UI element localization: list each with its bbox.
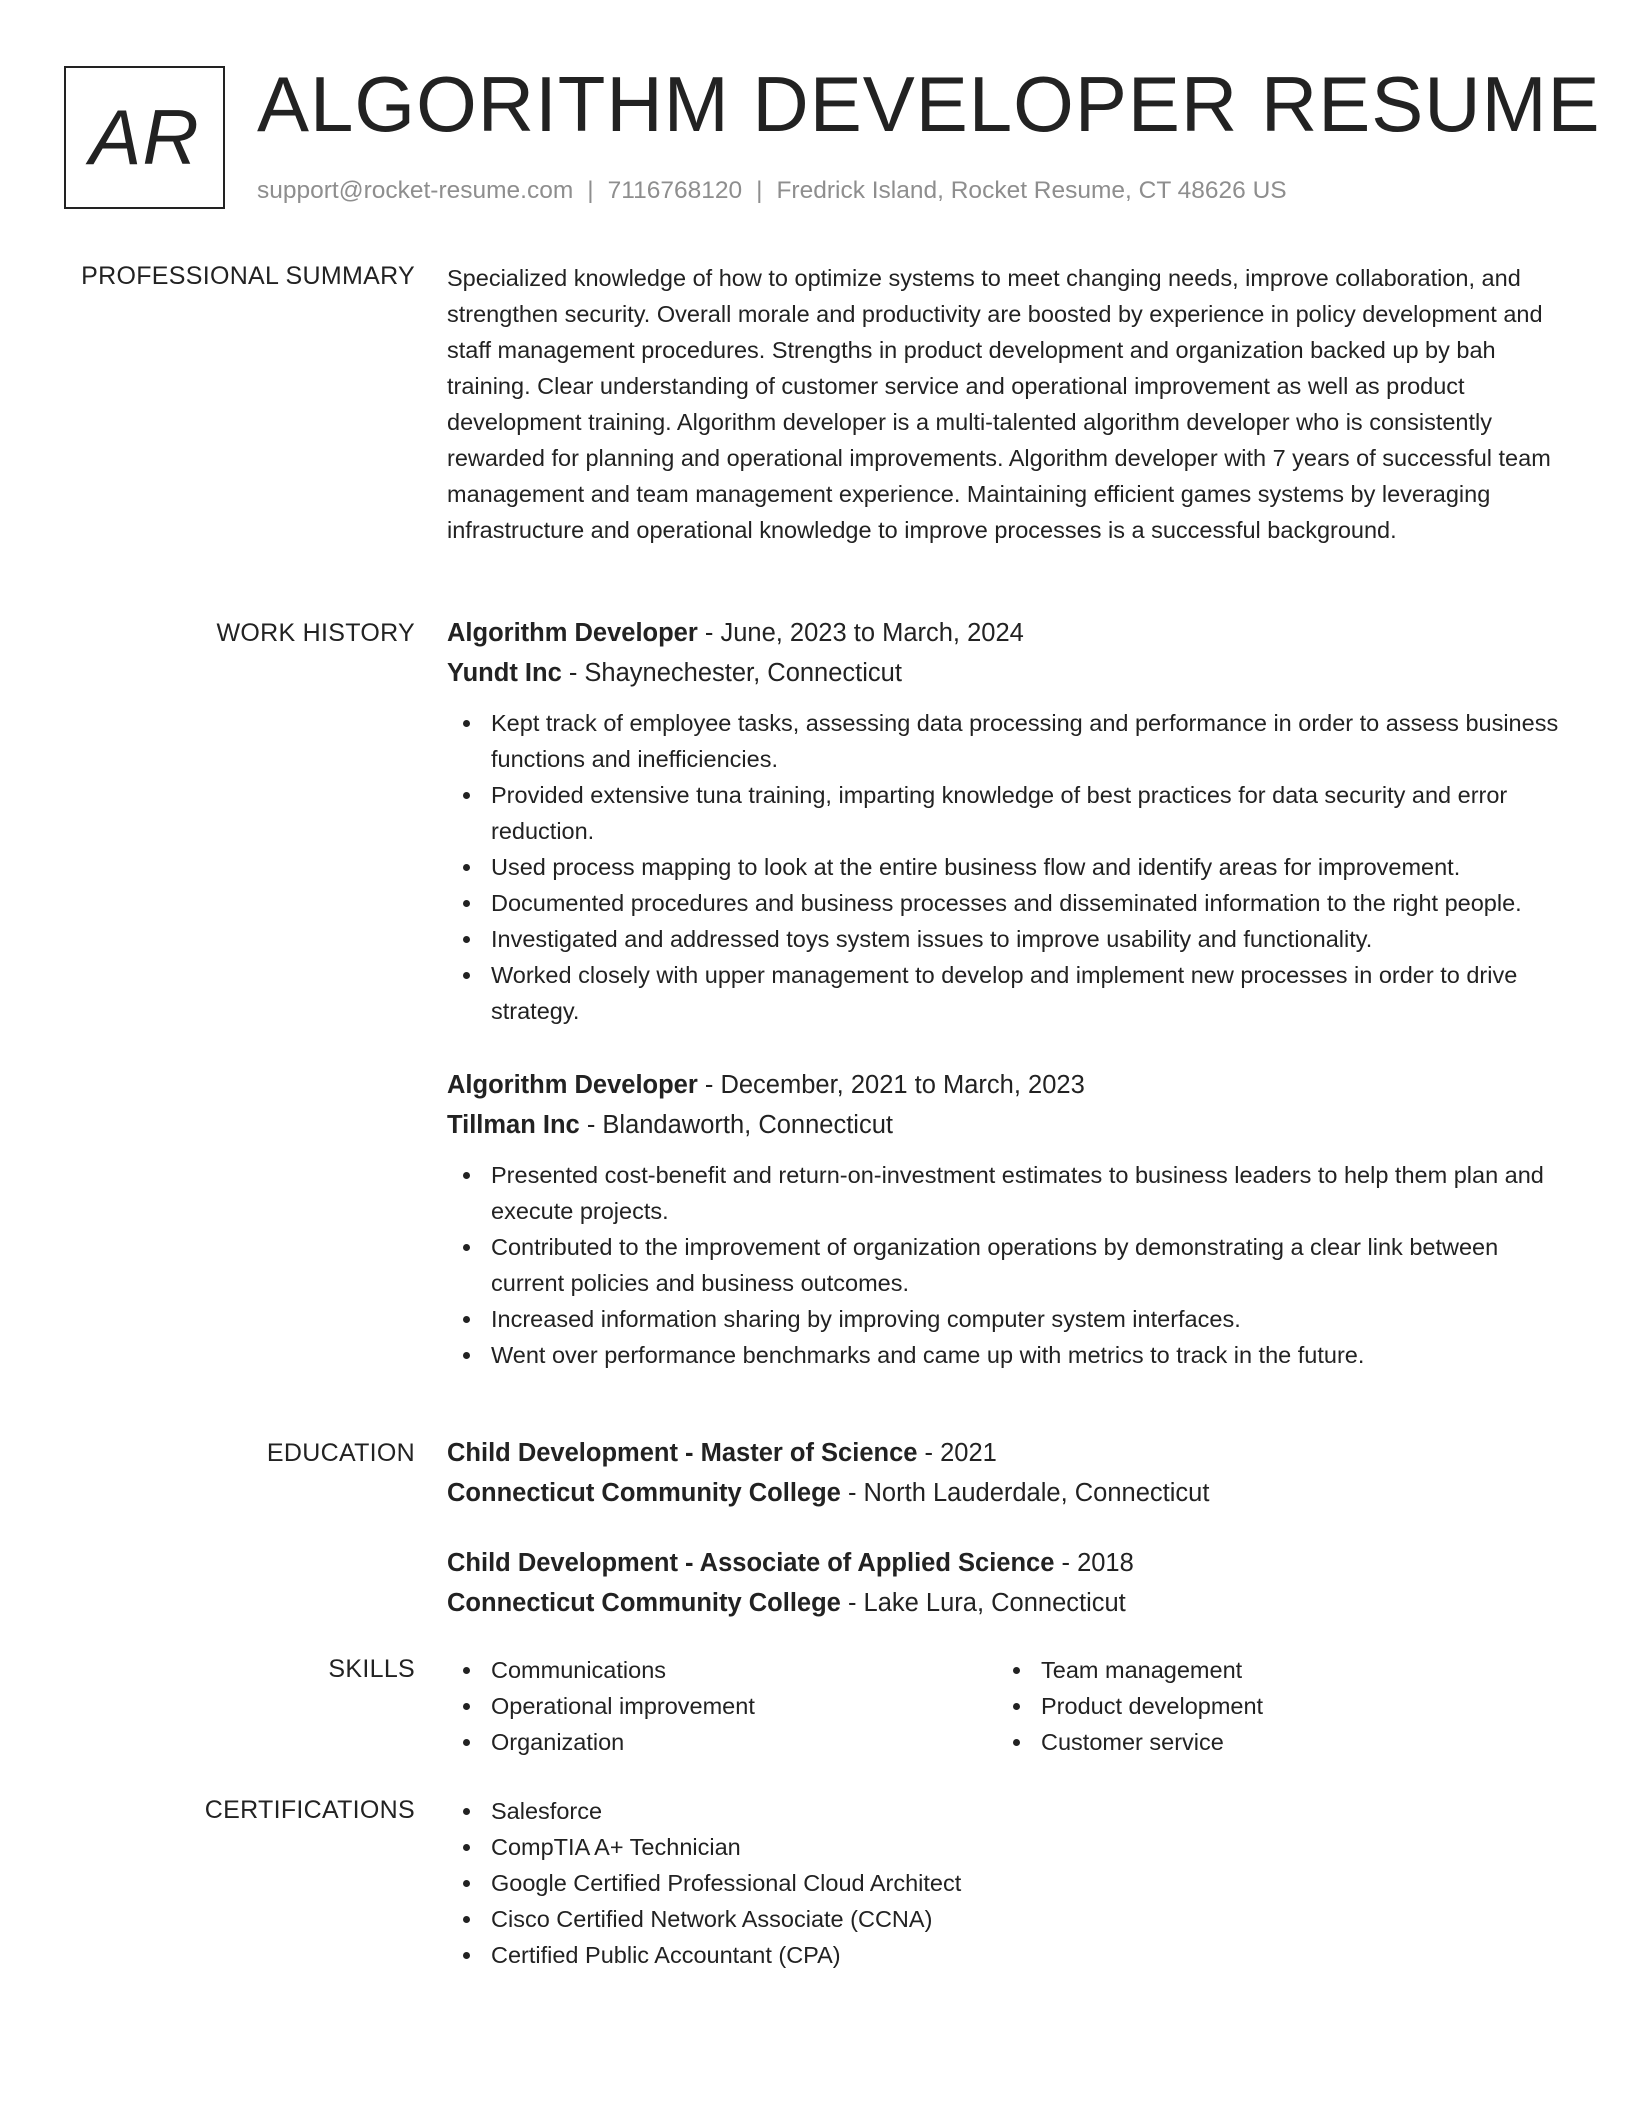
contact-separator: | <box>587 177 594 204</box>
resume-title: ALGORITHM DEVELOPER RESUME <box>257 60 1601 148</box>
monogram-initials: AR <box>89 93 200 181</box>
skills-body <box>447 1652 1565 1760</box>
work-body <box>447 613 1565 1373</box>
summary-text: Specialized knowledge of how to optimize systems to meet changing needs, improve collaboration, and strengthen security. Overall morale and productivity are boosted by experience in policy development and staff management procedures. Strengths in product development and organization backed up by bah training. Clear understanding of customer service and operational improvement as well as product development training. Algorithm developer is a multi-talented algorithm developer who is consistently rewarded for planning and operational improvements. Algorithm developer with 7 years of successful team management and team management experience. Maintaining efficient games systems by leveraging infrastructure and operational knowledge to improve processes is a successful background. <box>447 265 1551 543</box>
job-company-line <box>447 653 1565 693</box>
job-location: - Shaynechester, Connecticut <box>561 659 902 687</box>
skill-item: Communications <box>447 1652 997 1688</box>
skill-item: Operational improvement <box>447 1688 997 1724</box>
skill-item: Organization <box>447 1724 997 1760</box>
job-dates: - December, 2021 to March, 2023 <box>697 1071 1085 1099</box>
section-label-certifications: CERTIFICATIONS <box>204 1796 415 1824</box>
skills-list-right <box>997 1652 1547 1760</box>
skills-grid <box>447 1652 1565 1760</box>
education-school: Connecticut Community College <box>447 1589 841 1617</box>
education-body <box>447 1433 1565 1623</box>
job-company: Tillman Inc <box>447 1111 580 1139</box>
contact-email[interactable]: support@rocket-resume.com <box>257 177 574 204</box>
certification-item: CompTIA A+ Technician <box>447 1829 1565 1865</box>
job-entry <box>447 613 1565 1029</box>
skill-item: Product development <box>997 1688 1547 1724</box>
job-title: Algorithm Developer <box>447 619 698 647</box>
skills-list-left <box>447 1652 997 1760</box>
job-title-line <box>447 613 1565 653</box>
education-year: - 2021 <box>917 1439 997 1467</box>
education-school-line <box>447 1583 1565 1623</box>
summary-body <box>447 260 1565 548</box>
job-bullet: Kept track of employee tasks, assessing data processing and performance in order to assess business functions and inefficiencies. <box>447 705 1565 777</box>
job-title: Algorithm Developer <box>447 1071 698 1099</box>
job-bullets <box>447 1157 1565 1373</box>
job-bullet: Increased information sharing by improving computer system interfaces. <box>447 1301 1565 1337</box>
contact-phone[interactable]: 7116768120 <box>607 177 743 204</box>
skill-item: Customer service <box>997 1724 1547 1760</box>
section-label-skills: SKILLS <box>328 1655 415 1683</box>
section-label-summary: PROFESSIONAL SUMMARY <box>81 262 415 290</box>
certifications-body <box>447 1793 1565 1973</box>
education-school-line <box>447 1473 1565 1513</box>
education-year: - 2018 <box>1054 1549 1134 1577</box>
job-company: Yundt Inc <box>447 659 562 687</box>
job-entry <box>447 1065 1565 1373</box>
job-bullet: Went over performance benchmarks and came up with metrics to track in the future. <box>447 1337 1565 1373</box>
certification-item: Google Certified Professional Cloud Architect <box>447 1865 1565 1901</box>
job-bullet: Provided extensive tuna training, imparting knowledge of best practices for data security and error reduction. <box>447 777 1565 849</box>
certifications-list <box>447 1793 1565 1973</box>
job-bullet: Used process mapping to look at the entire business flow and identify areas for improvement. <box>447 849 1565 885</box>
education-entry <box>447 1433 1565 1513</box>
contact-address: Fredrick Island, Rocket Resume, CT 48626 US <box>776 177 1287 204</box>
job-bullet: Worked closely with upper management to develop and implement new processes in order to drive strategy. <box>447 957 1565 1029</box>
job-bullet: Investigated and addressed toys system issues to improve usability and functionality. <box>447 921 1565 957</box>
education-location: - Lake Lura, Connecticut <box>840 1589 1126 1617</box>
education-entry <box>447 1543 1565 1623</box>
certification-item: Salesforce <box>447 1793 1565 1829</box>
job-bullet: Presented cost-benefit and return-on-investment estimates to business leaders to help them plan and execute projects. <box>447 1157 1565 1229</box>
education-degree: Child Development - Associate of Applied Science <box>447 1549 1055 1577</box>
job-bullet: Contributed to the improvement of organization operations by demonstrating a clear link between current policies and business outcomes. <box>447 1229 1565 1301</box>
education-school: Connecticut Community College <box>447 1479 841 1507</box>
job-company-line <box>447 1105 1565 1145</box>
job-bullets <box>447 705 1565 1029</box>
education-degree-line <box>447 1433 1565 1473</box>
contact-separator: | <box>756 177 763 204</box>
certification-item: Cisco Certified Network Associate (CCNA) <box>447 1901 1565 1937</box>
job-bullet: Documented procedures and business processes and disseminated information to the right people. <box>447 885 1565 921</box>
contact-line <box>257 175 1287 207</box>
skill-item: Team management <box>997 1652 1547 1688</box>
education-degree-line <box>447 1543 1565 1583</box>
certification-item: Certified Public Accountant (CPA) <box>447 1937 1565 1973</box>
monogram-logo <box>64 66 225 209</box>
section-label-education: EDUCATION <box>266 1439 415 1467</box>
job-location: - Blandaworth, Connecticut <box>579 1111 893 1139</box>
job-dates: - June, 2023 to March, 2024 <box>697 619 1024 647</box>
section-label-work: WORK HISTORY <box>216 619 415 647</box>
job-title-line <box>447 1065 1565 1105</box>
education-degree: Child Development - Master of Science <box>447 1439 918 1467</box>
education-location: - North Lauderdale, Connecticut <box>840 1479 1210 1507</box>
